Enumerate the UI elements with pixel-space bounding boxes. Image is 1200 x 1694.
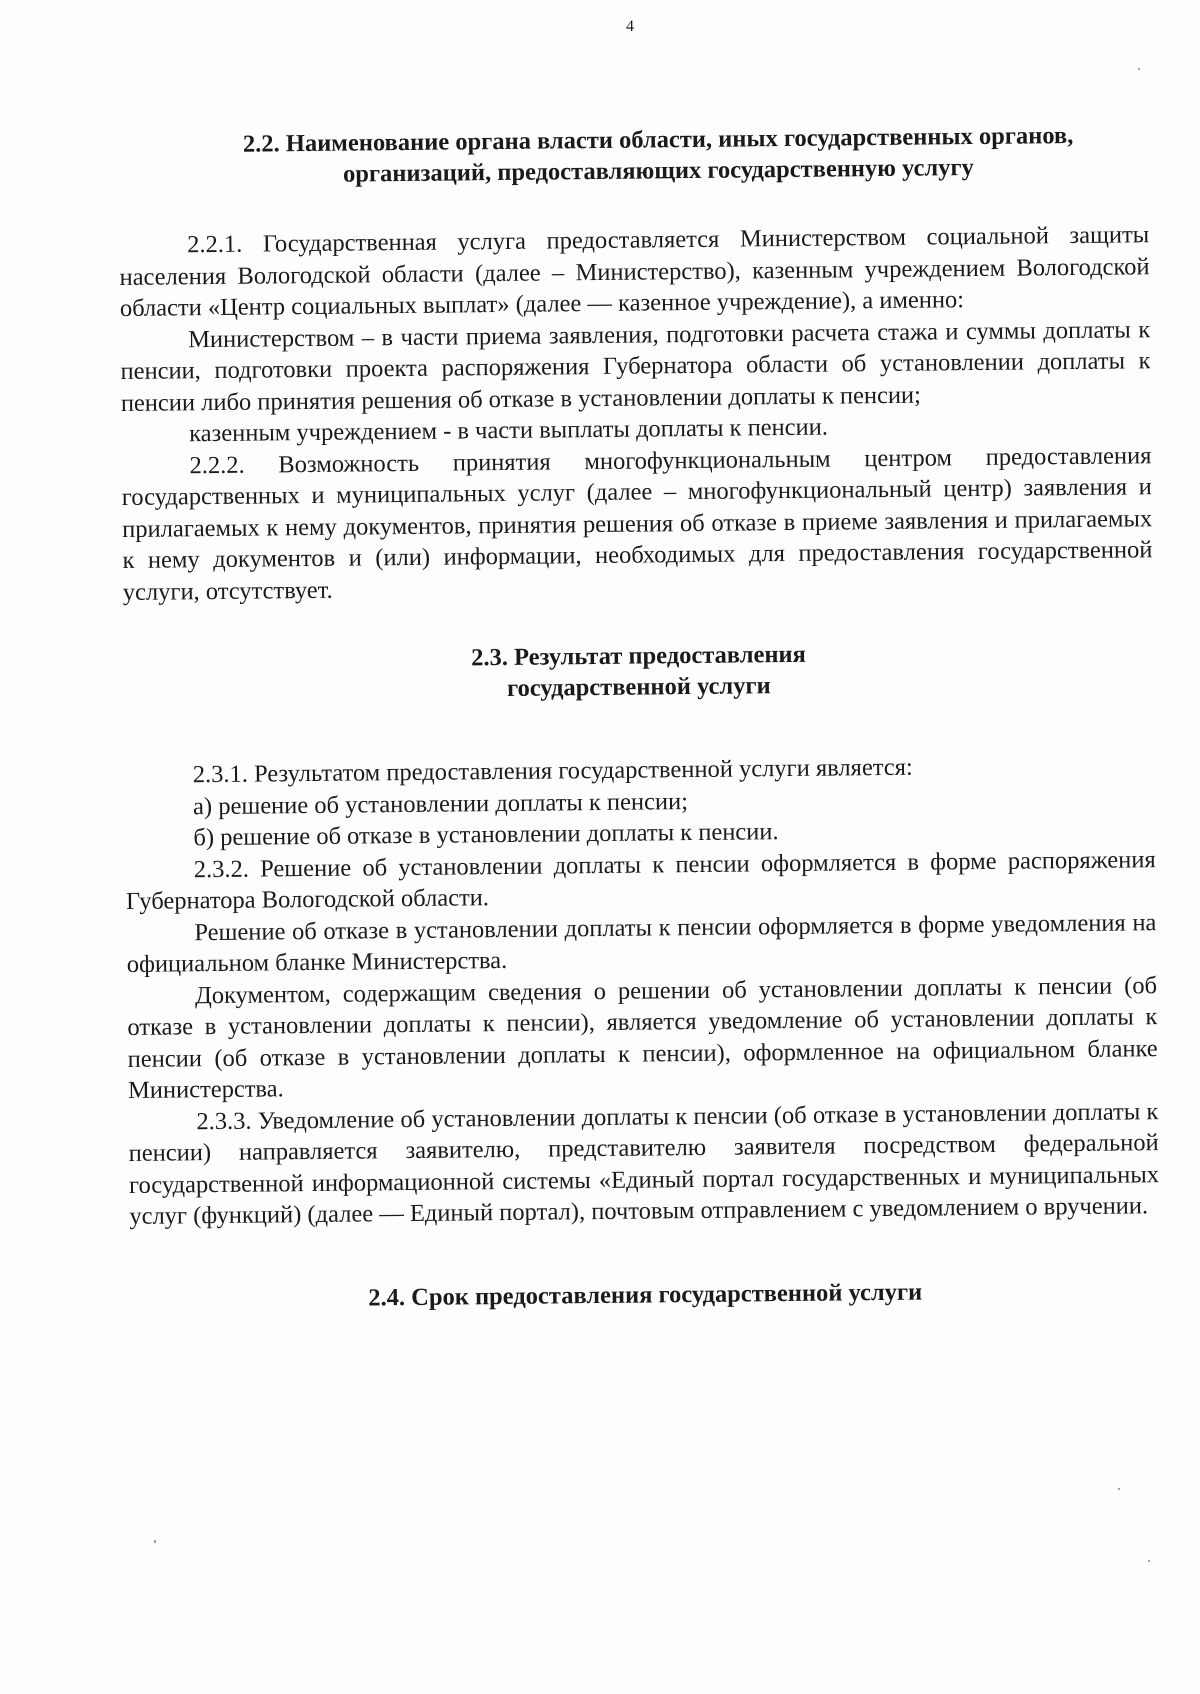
paragraph-2-3-3: 2.3.3. Уведомление об установлении доплаты к пенсии (об отказе в установлении доплаты к пенсии) направляется заявителю, представителю заявителя посредством федеральной государственной информационной системы «Единый портал государственных и муниципальных услуг (функций) (далее — Единый портал), почтовым отправлением с уведомлением о вручении.	[128, 1097, 1160, 1230]
page-number: 4	[626, 18, 634, 35]
section-2-2-heading: 2.2. Наименование органа власти области, иных государственных органов, организаций, предоставляющих государственную услугу	[242, 121, 1074, 188]
paragraph-2-3-2: 2.3.2. Решение об установлении доплаты к пенсии оформляется в форме распоряжения Губернатора Вологодской области.	[125, 845, 1156, 915]
scan-speck	[1148, 1560, 1150, 1562]
document-body	[118, 119, 1160, 1315]
paragraph-institution-role: казенным учреждением - в части выплаты доплаты к пенсии.	[189, 413, 829, 448]
paragraph-2-3-1: 2.3.1. Результатом предоставления государственной услуги является:	[192, 753, 913, 789]
section-2-3-heading-line1: 2.3. Результат предоставления	[471, 640, 806, 672]
paragraph-refusal-form: Решение об отказе в установлении доплаты к пенсии оформляется в форме уведомления на официальном бланке Министерства.	[126, 908, 1157, 978]
paragraph-document-info: Документом, содержащим сведения о решении об установлении доплаты к пенсии (об отказе в установлении доплаты к пенсии), является уведомление об установлении доплаты к пенсии (об отказе в установлении доплаты к пенсии), оформленное на официальном бланке Министерства.	[127, 971, 1158, 1104]
list-item-a: а) решение об установлении доплаты к пенсии;	[192, 787, 689, 820]
scan-speck	[154, 1540, 156, 1543]
section-2-3-heading-line2: государственной услуги	[506, 672, 771, 702]
list-item-b: б) решение об отказе в установлении доплаты к пенсии.	[193, 818, 779, 852]
paragraph-ministry-role: Министерством – в части приема заявления, подготовки расчета стажа и суммы доплаты к пенсии, подготовки проекта распоряжения Губернатора области об установлении доплаты к пенсии либо принятия решения об отказе в установлении доплаты к пенсии;	[120, 315, 1151, 417]
paragraph-2-2-2: 2.2.2. Возможность принятия многофункциональным центром предоставления государственных и муниципальных услуг (далее – многофункциональный центр) заявления и прилагаемых к нему документов, принятия решения об отказе в приеме заявления и прилагаемых к нему документов и (или) информации, необходимых для предоставления государственной услуги, отсутствует.	[121, 441, 1153, 606]
paragraph-2-2-1: 2.2.1. Государственная услуга предоставляется Министерством социальной защиты населения Вологодской области (далее – Министерство), казенным учреждением Вологодской области «Центр социальных выплат» (далее — казенное учреждение), а именно:	[119, 221, 1150, 322]
scan-speck	[1138, 68, 1140, 70]
section-2-4-heading: 2.4. Срок предоставления государственной услуги	[368, 1278, 923, 1311]
scan-speck	[1118, 1488, 1120, 1490]
section-2-3-heading	[123, 635, 1154, 708]
